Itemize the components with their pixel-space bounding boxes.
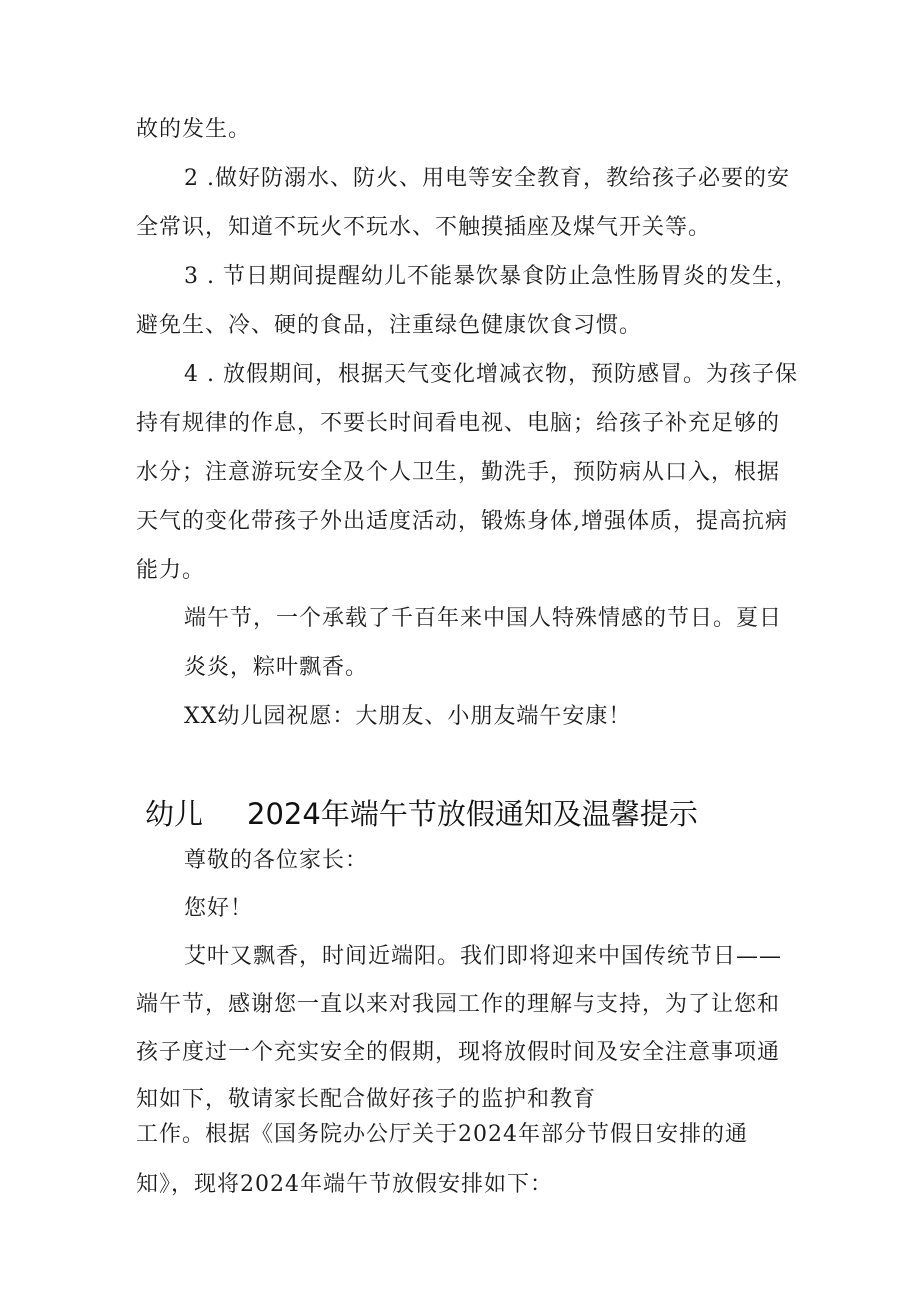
paragraph-line: 炎炎，粽叶飘香。: [184, 655, 369, 680]
page-title: [145, 794, 698, 834]
paragraph-line: 知如下，敬请家长配合做好孩子的监护和教育: [136, 1087, 597, 1112]
paragraph-line: 避免生、冷、硬的食品，注重绿色健康饮食习惯。: [136, 313, 643, 338]
title-prefix: 幼儿: [145, 797, 204, 831]
paragraph-line: 工作。根据《国务院办公厅关于2024年部分节假日安排的通: [136, 1122, 748, 1147]
paragraph-line: 2 .做好防溺水、防火、用电等安全教育，教给孩子必要的安: [184, 166, 790, 191]
paragraph-line: 知》，现将2024年端午节放假安排如下：: [136, 1172, 553, 1197]
paragraph-line: 端午节，感谢您一直以来对我园工作的理解与支持，为了让您和: [136, 992, 781, 1017]
paragraph-line: 3 . 节日期间提醒幼儿不能暴饮暴食防止急性肠胃炎的发生，: [184, 264, 798, 289]
paragraph-line: 4 . 放假期间，根据天气变化增减衣物，预防感冒。为孩子保: [184, 362, 798, 387]
paragraph-line: 全常识，知道不玩火不玩水、不触摸插座及煤气开关等。: [136, 215, 712, 240]
paragraph-line: 艾叶又飘香，时间近端阳。我们即将迎来中国传统节日——: [184, 944, 783, 969]
paragraph-line: 孩子度过一个充实安全的假期，现将放假时间及安全注意事项通: [136, 1040, 781, 1065]
paragraph-line: 水分；注意游玩安全及个人卫生，勤洗手，预防病从口入，根据: [136, 460, 781, 485]
paragraph-line: 故的发生。: [136, 117, 252, 142]
closing-wish: XX幼儿园祝愿：大朋友、小朋友端午安康！: [184, 704, 632, 729]
paragraph-line: 持有规律的作息，不要长时间看电视、电脑；给孩子补充足够的: [136, 411, 781, 436]
paragraph-line: 天气的变化带孩子外出适度活动，锻炼身体,增强体质，提高抗病: [136, 509, 788, 534]
title-main: 2024年端午节放假通知及温馨提示: [247, 797, 698, 831]
paragraph-line: 能力。: [136, 558, 206, 583]
paragraph-line: 端午节，一个承载了千百年来中国人特殊情感的节日。夏日: [184, 606, 783, 631]
greeting: 您好！: [184, 896, 254, 921]
salutation: 尊敬的各位家长：: [184, 848, 369, 873]
